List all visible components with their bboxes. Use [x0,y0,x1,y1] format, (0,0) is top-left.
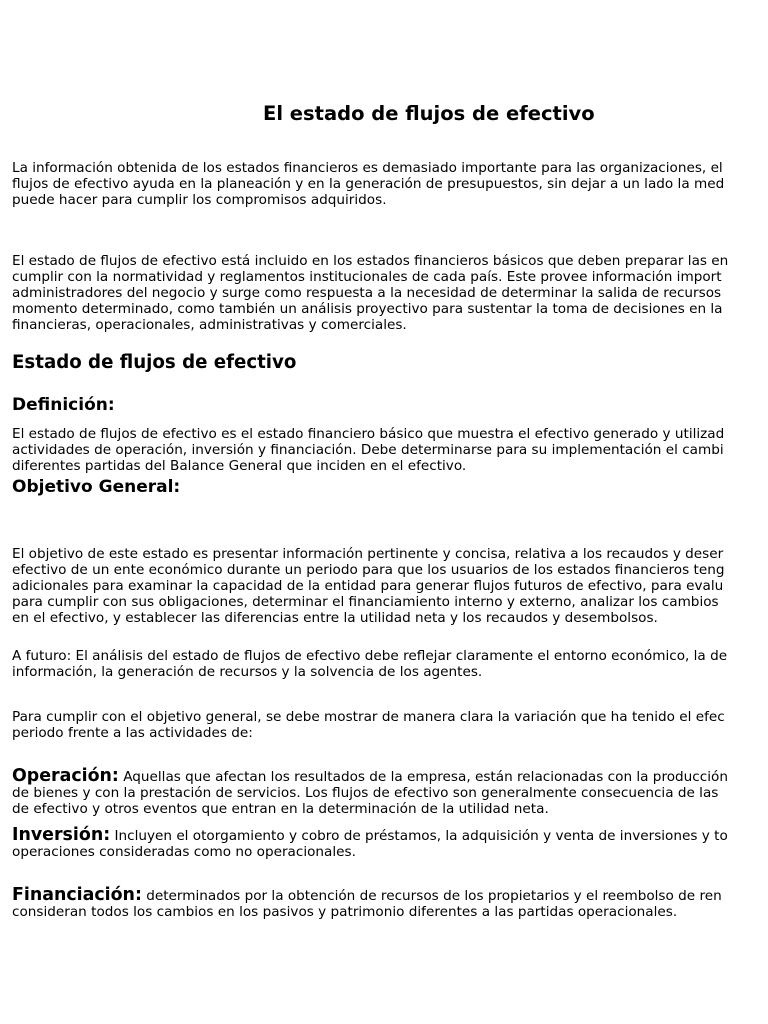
paragraph-line: El estado de flujos de efectivo es el estado financiero básico que muestra el efectivo generado y utilizad [12,426,725,442]
inversion-continuation [12,845,728,861]
definition-heading: Definición: [12,395,115,415]
objective-paragraph [12,547,724,627]
compliance-paragraph [12,710,725,742]
paragraph-line: La información obtenida de los estados financieros es demasiado importante para las organizaciones, el [12,160,723,176]
definition-paragraph [12,427,724,475]
paragraph-line: diferentes partidas del Balance General que inciden en el efectivo. [12,457,467,474]
inversion-text: Incluyen el otorgamiento y cobro de préstamos, la adquisición y venta de inversiones y to [110,828,728,844]
paragraph-line: financieras, operacionales, administrativas y comerciales. [12,316,407,333]
paragraph-line: efectivo de un ente económico durante un periodo para que los usuarios de los estados financieros teng [12,561,725,578]
financiacion-item [12,885,722,921]
paragraph-line: en el efectivo, y establecer las diferencias entre la utilidad neta y los recaudos y desembolsos. [12,609,658,626]
financiacion-term: Financiación: [12,885,142,905]
financiacion-continuation [12,905,722,921]
inversion-item [12,825,728,861]
statement-paragraph [12,254,728,334]
paragraph-line: momento determinado, como también un análisis proyectivo para sustentar la toma de decisiones en la [12,300,723,317]
paragraph-line: de bienes y con la prestación de servicios. Los flujos de efectivo son generalmente consecuencia de las [12,785,719,801]
future-paragraph [12,649,727,681]
paragraph-line: administradores del negocio y surge como respuesta a la necesidad de determinar la salida de recursos [12,284,722,301]
paragraph-line: operaciones consideradas como no operacionales. [12,844,356,860]
paragraph-line: periodo frente a las actividades de: [12,724,253,741]
intro-paragraph [12,161,724,209]
paragraph-line: actividades de operación, inversión y financiación. Debe determinarse para su implementación el cambi [12,441,724,458]
document-title: El estado de flujos de efectivo [263,102,595,125]
operacion-term: Operación: [12,766,119,786]
section-heading: Estado de flujos de efectivo [12,352,297,373]
operacion-continuation [12,786,728,818]
paragraph-line: cumplir con la normatividad y reglamentos institucionales de cada país. Este provee información import [12,268,722,285]
paragraph-line: consideran todos los cambios en los pasivos y patrimonio diferentes a las partidas operacionales. [12,904,678,920]
paragraph-line: adicionales para examinar la capacidad de la entidad para generar flujos futuros de efectivo, para evalu [12,577,724,594]
paragraph-line: flujos de efectivo ayuda en la planeación y en la generación de presupuestos, sin dejar a un lado la med [12,175,725,192]
paragraph-line: información, la generación de recursos y la solvencia de los agentes. [12,663,483,680]
operacion-text: Aquellas que afectan los resultados de la empresa, están relacionadas con la producción [118,769,728,785]
paragraph-line: El objetivo de este estado es presentar información pertinente y concisa, relativa a los recaudos y deser [12,546,724,562]
paragraph-line: El estado de flujos de efectivo está incluido en los estados financieros básicos que deben preparar las en [12,253,729,269]
paragraph-line: de efectivo y otros eventos que entran en la determinación de la utilidad neta. [12,800,549,817]
operacion-item [12,766,728,818]
objective-heading: Objetivo General: [12,477,181,497]
paragraph-line: para cumplir con sus obligaciones, determinar el financiamiento interno y externo, analizar los cambios [12,593,719,610]
paragraph-line: Para cumplir con el objetivo general, se debe mostrar de manera clara la variación que ha tenido el efec [12,709,725,725]
paragraph-line: A futuro: El análisis del estado de flujos de efectivo debe reflejar claramente el entorno económico, la de [12,648,728,664]
inversion-term: Inversión: [12,825,111,845]
paragraph-line: puede hacer para cumplir los compromisos adquiridos. [12,191,387,208]
financiacion-text: determinados por la obtención de recursos de los propietarios y el reembolso de ren [141,888,722,904]
